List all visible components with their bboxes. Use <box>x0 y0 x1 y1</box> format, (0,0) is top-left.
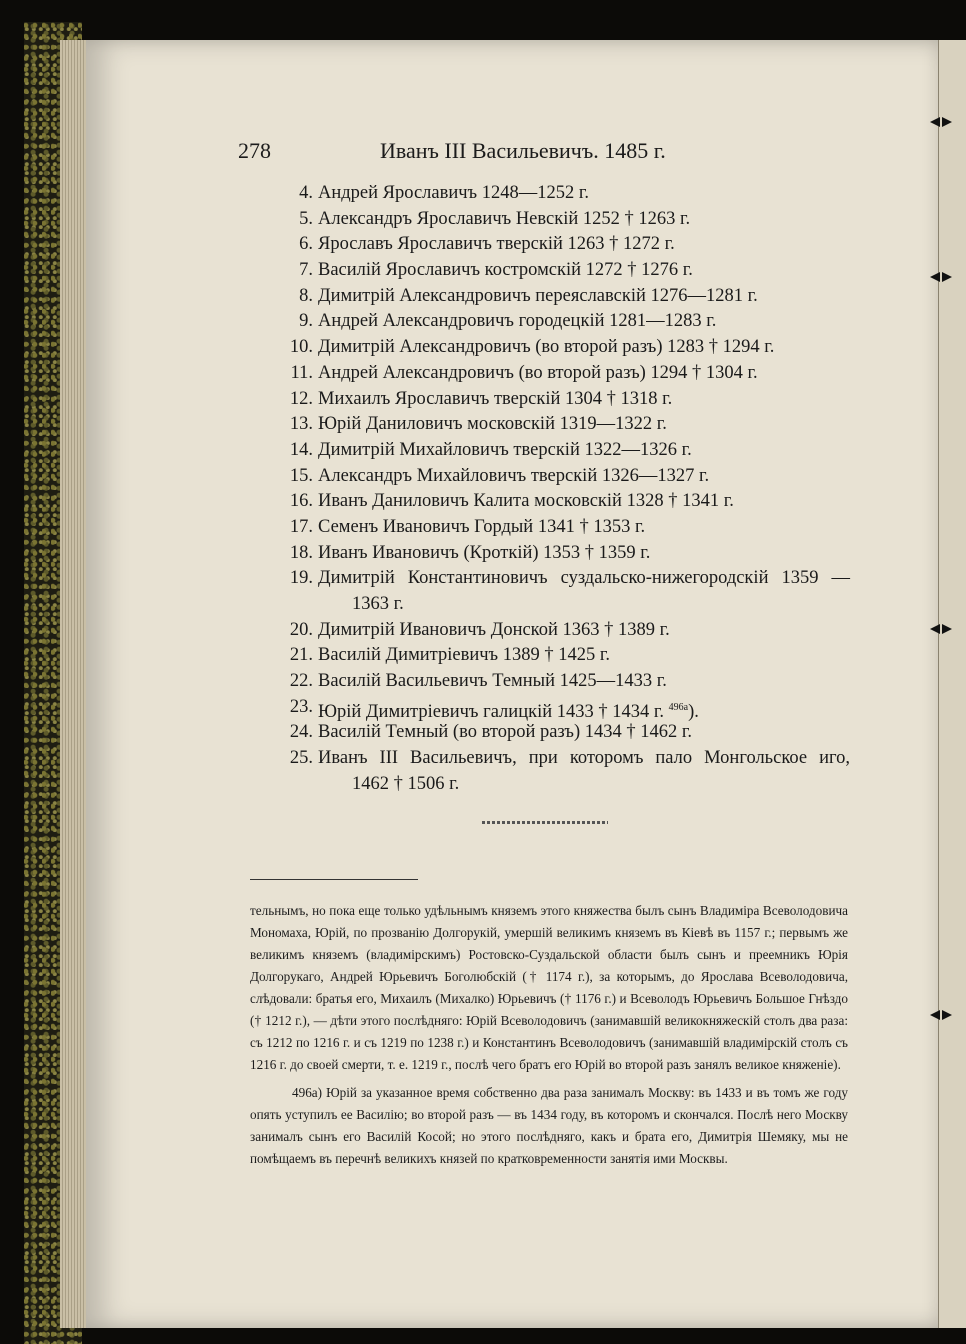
list-item <box>250 309 850 335</box>
list-item <box>250 515 850 541</box>
item-number: 21. <box>289 645 313 666</box>
list-item <box>250 387 850 413</box>
item-number: 6. <box>299 234 313 255</box>
item-text: Андрей Александровичъ городецкій 1281—1283 г. <box>318 311 717 332</box>
item-text: Димитрій Александровичъ переяславскій 1276—1281 г. <box>318 285 758 306</box>
item-number: 23. <box>289 696 313 717</box>
page-tab-marker <box>930 272 952 282</box>
item-number: 15. <box>289 465 313 486</box>
item-number: 16. <box>289 491 313 512</box>
footnote-text: Юрій за указанное время собственно два раза занималъ Москву: въ 1433 и въ томъ же году опять уступилъ ее Василію; во второй разъ — въ 1434 году, въ которомъ и скончался. Послѣ него Москву занималъ сынъ его Василій Косой; но этого послѣдняго, какъ и брата его, Димитрія Шемяку, мы не помѣщаемъ въ перечнѣ великихъ князей по кратковременности занятія ими Москвы. <box>250 1085 848 1166</box>
list-item <box>250 258 850 284</box>
footnote-continued: тельнымъ, но пока еще только удѣльнымъ княземъ этого княжества былъ сынъ Владиміра Всеволодовича Мономаха, Юрій, по прозванію Долгорукій, умершій великимъ княземъ въ Кіевѣ въ 1157 г.; первымъ же великимъ княземъ (владимірскимъ) Ростовско-Суздальской области былъ сынъ и преемникъ Юрія Долгорукаго, Андрей Юрьевичъ Боголюбскій († 1174 г.), за которымъ, до Ярослава Всеволодовича, слѣдовали: братья его, Михаилъ (Михалко) Юрьевичъ († 1176 г.) и Всеволодъ Юрьевичъ Большое Гнѣздо († 1212 г.), — дѣти этого послѣдняго: Юрій Всеволодовичъ (занимавшій великокняжескій столъ два раза: съ 1212 по 1216 г. и съ 1219 по 1238 г.) и Константинъ Всеволодовичъ (занимавшій владимірскій столъ съ 1216 г. до своей смерти, т. е. 1219 г., послѣ чего братъ его Юрій во второй разъ занялъ великое княженіе). <box>250 903 848 1072</box>
item-text: Семенъ Ивановичъ Гордый 1341 † 1353 г. <box>318 516 646 537</box>
item-number: 8. <box>299 285 313 306</box>
item-text: Александръ Михайловичъ тверскій 1326—1327 г. <box>318 465 710 486</box>
item-number: 11. <box>290 362 313 383</box>
footnote-rule <box>250 879 418 880</box>
list-item <box>250 746 850 797</box>
item-text: Андрей Ярославичъ 1248—1252 г. <box>318 183 589 203</box>
item-text: Димитрій Ивановичъ Донской 1363 † 1389 г. <box>318 619 670 640</box>
item-number: 19. <box>289 568 313 589</box>
item-text-line2: 1462 † 1506 г. <box>352 773 460 794</box>
item-text: Василій Ярославичъ костромскій 1272 † 1276 г. <box>318 260 693 281</box>
item-text <box>318 746 850 797</box>
item-number: 18. <box>289 542 313 563</box>
item-text-line1: Димитрій Константиновичъ суздальско-нижегородскій 1359 — <box>318 568 850 589</box>
item-number: 24. <box>289 722 313 743</box>
running-header <box>238 138 668 166</box>
list-item <box>250 207 850 233</box>
section-divider <box>482 821 608 824</box>
item-text <box>318 566 850 617</box>
list-item <box>250 489 850 515</box>
item-number: 22. <box>289 671 313 692</box>
list-item <box>250 361 850 387</box>
item-number: 17. <box>289 516 313 537</box>
footnote-ref: 496a <box>668 701 689 713</box>
list-item <box>250 438 850 464</box>
list-item <box>250 335 850 361</box>
item-number: 7. <box>299 260 313 281</box>
item-text: Ярославъ Ярославичъ тверскій 1263 † 1272 г. <box>318 234 675 255</box>
item-text: Димитрій Михайловичъ тверскій 1322—1326 г. <box>318 439 692 460</box>
item-number: 13. <box>289 414 313 435</box>
list-item <box>250 541 850 567</box>
footnote-number: 496a) <box>292 1085 323 1100</box>
item-text: Александръ Ярославичъ Невскій 1252 † 1263 г. <box>318 208 691 229</box>
item-text: Юрій Даниловичъ московскій 1319—1322 г. <box>318 414 667 435</box>
list-item <box>250 643 850 669</box>
list-item <box>250 464 850 490</box>
list-item <box>250 284 850 310</box>
item-text-line1: Иванъ III Васильевичъ, при которомъ пало Монгольское иго, <box>318 748 850 769</box>
list-item <box>250 669 850 695</box>
item-number: 20. <box>289 619 313 640</box>
list-item <box>250 618 850 644</box>
running-title: Иванъ III Васильевичъ. 1485 г. <box>380 138 666 163</box>
list-item <box>250 232 850 258</box>
grand-princes-list <box>250 181 850 798</box>
item-text: Василій Димитріевичъ 1389 † 1425 г. <box>318 645 610 666</box>
item-text: Димитрій Александровичъ (во второй разъ) 1283 † 1294 г. <box>318 337 775 358</box>
item-number: 9. <box>299 311 313 332</box>
footnote-496a <box>250 1082 848 1170</box>
facing-page-edge <box>938 40 966 1328</box>
item-number: 5. <box>299 208 313 229</box>
page-number: 278 <box>238 138 271 163</box>
page-tab-marker <box>930 1010 952 1020</box>
item-number: 12. <box>289 388 313 409</box>
item-text: Василій Васильевичъ Темный 1425—1433 г. <box>318 671 667 692</box>
item-text-main: Юрій Димитріевичъ галицкій 1433 † 1434 г. <box>318 701 664 722</box>
page-tab-marker <box>930 624 952 634</box>
item-text-line2: 1363 г. <box>352 594 404 615</box>
list-item <box>250 566 850 617</box>
item-number: 4. <box>299 183 313 203</box>
item-number: 10. <box>289 337 313 358</box>
page-tab-marker <box>930 117 952 127</box>
item-text: Василій Темный (во второй разъ) 1434 † 1462 г. <box>318 722 693 743</box>
item-text: Андрей Александровичъ (во второй разъ) 1294 † 1304 г. <box>318 362 758 383</box>
list-item <box>250 695 850 721</box>
list-item <box>250 412 850 438</box>
item-text: Иванъ Ивановичъ (Кроткій) 1353 † 1359 г. <box>318 542 651 563</box>
item-number: 14. <box>289 439 313 460</box>
item-text: Михаилъ Ярославичъ тверскій 1304 † 1318 г. <box>318 388 673 409</box>
item-text: Иванъ Даниловичъ Калита московскій 1328 † 1341 г. <box>318 491 734 512</box>
list-item <box>250 181 850 207</box>
item-number: 25. <box>289 748 313 769</box>
footnotes <box>250 900 848 1176</box>
list-item <box>250 720 850 746</box>
item-text-tail: ). <box>688 701 699 722</box>
